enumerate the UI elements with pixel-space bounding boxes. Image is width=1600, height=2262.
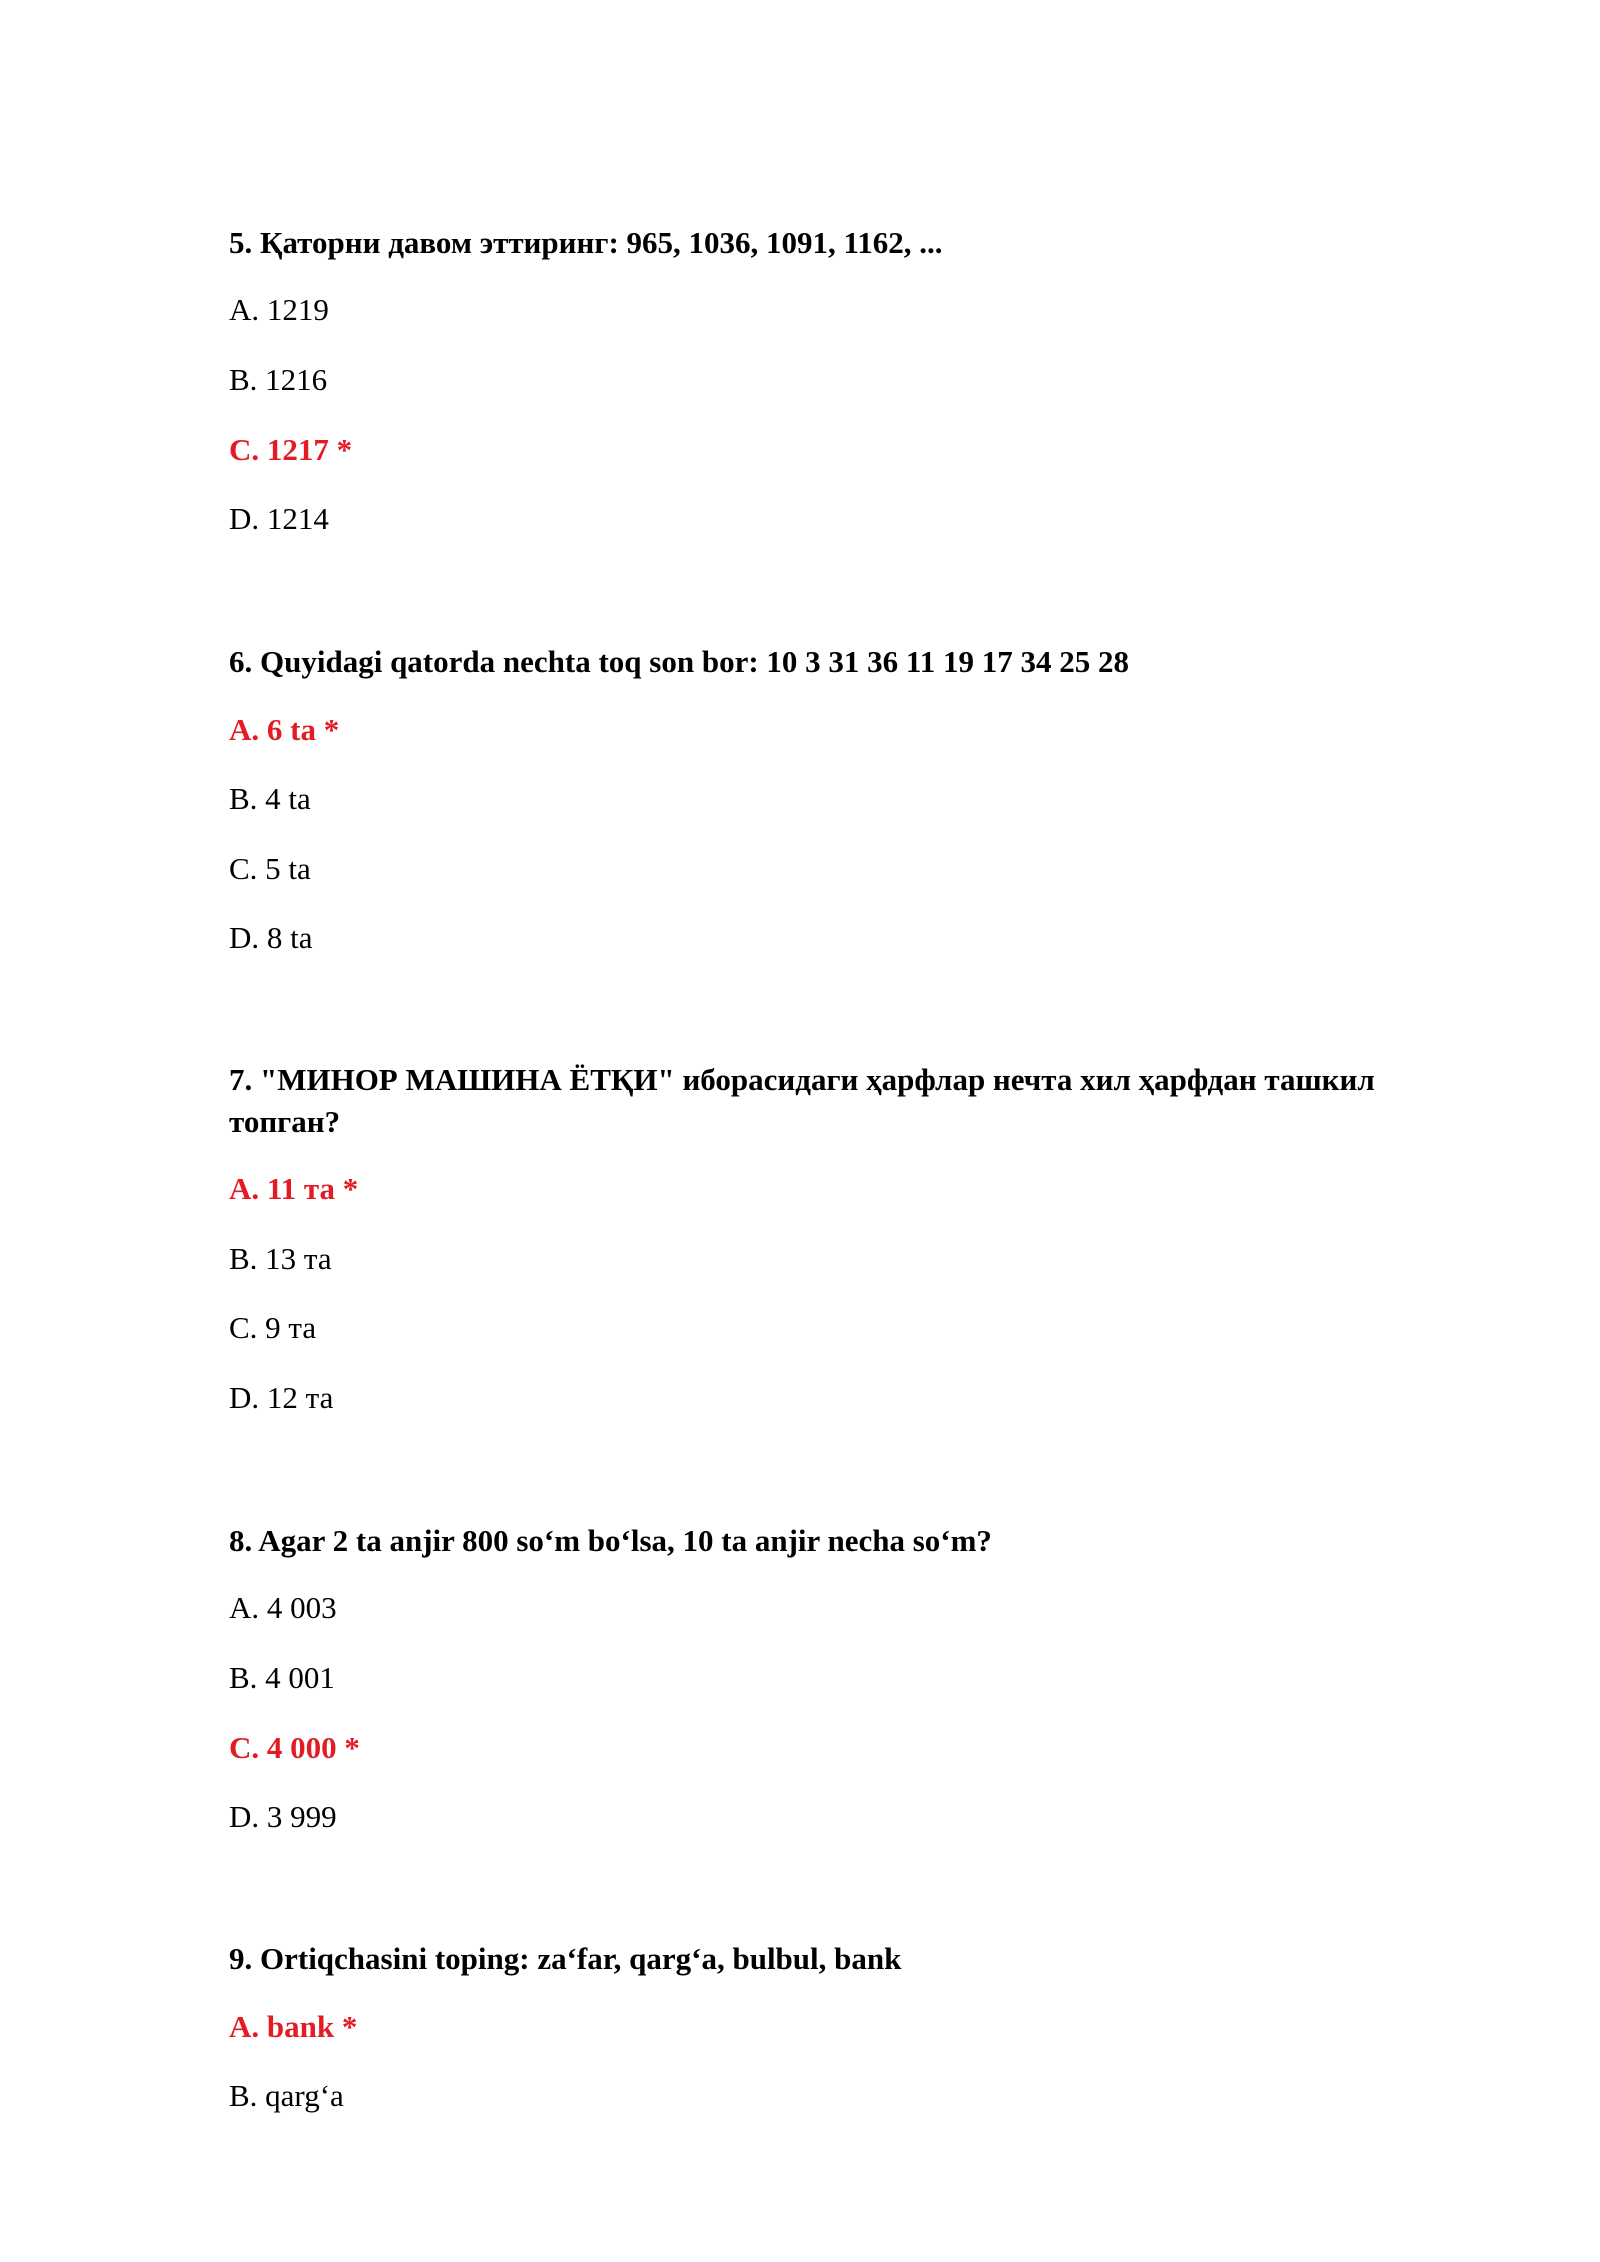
option-b: B. 4 001 bbox=[229, 1660, 335, 1695]
option-d: D. 8 ta bbox=[229, 920, 313, 955]
option-b: B. 1216 bbox=[229, 362, 328, 397]
question-title: 7. "МИНОР МАШИНА ЁТҚИ" иборасидаги ҳарфлар нечта хил ҳарфдан ташкил топган? bbox=[229, 1062, 1375, 1139]
option-c-correct: C. 4 000 * bbox=[229, 1730, 360, 1765]
option-a-correct: A. bank * bbox=[229, 2009, 358, 2044]
option-a-correct: A. 11 та * bbox=[229, 1171, 359, 1206]
option-c: C. 9 та bbox=[229, 1310, 317, 1345]
option-b: B. qarg‘a bbox=[229, 2078, 344, 2113]
option-d: D. 3 999 bbox=[229, 1799, 337, 1834]
option-c-correct: C. 1217 * bbox=[229, 432, 353, 467]
question-9 bbox=[229, 1938, 1459, 2113]
question-title: 5. Қаторни давом эттиринг: 965, 1036, 1091, 1162, ... bbox=[229, 225, 943, 260]
question-8 bbox=[229, 1520, 1459, 1834]
question-7 bbox=[229, 1059, 1459, 1415]
question-title: 8. Agar 2 ta anjir 800 so‘m bo‘lsa, 10 ta anjir necha so‘m? bbox=[229, 1523, 992, 1558]
option-c: C. 5 ta bbox=[229, 851, 311, 886]
option-b: B. 13 та bbox=[229, 1241, 332, 1276]
option-b: B. 4 ta bbox=[229, 781, 311, 816]
option-a-correct: A. 6 ta * bbox=[229, 712, 340, 747]
option-a: A. 1219 bbox=[229, 292, 329, 327]
option-d: D. 12 та bbox=[229, 1380, 334, 1415]
question-6 bbox=[229, 641, 1459, 955]
question-5 bbox=[229, 222, 1459, 536]
question-title: 6. Quyidagi qatorda nechta toq son bor: 10 3 31 36 11 19 17 34 25 28 bbox=[229, 644, 1129, 679]
question-title: 9. Ortiqchasini toping: za‘far, qarg‘a, bulbul, bank bbox=[229, 1941, 902, 1976]
option-d: D. 1214 bbox=[229, 501, 329, 536]
option-a: A. 4 003 bbox=[229, 1590, 337, 1625]
